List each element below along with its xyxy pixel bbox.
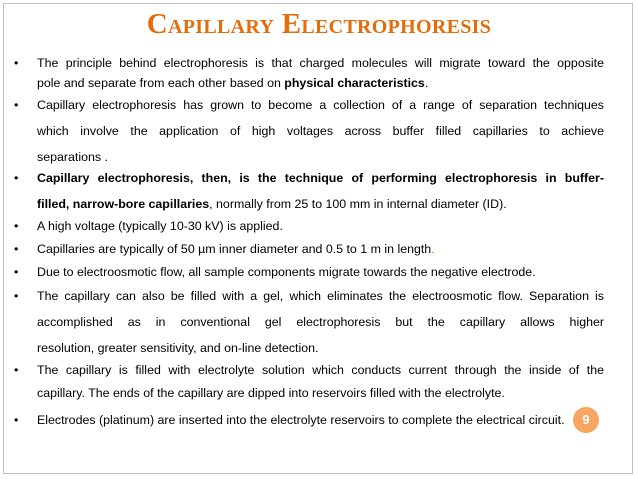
bullet-marker: • xyxy=(14,56,19,70)
bullet-1-line-1: The principle behind electrophoresis is that charged molecules will migrate toward the opposite xyxy=(37,56,604,70)
bold-phrase: filled, narrow-bore capillaries xyxy=(37,197,210,211)
bullet-marker: • xyxy=(14,265,19,279)
bullet-marker: • xyxy=(14,289,19,303)
bullet-3-line-1: Capillary electrophoresis, then, is the technique of performing electrophoresis in buffer- xyxy=(37,171,604,185)
bullet-9-line-1: Electrodes (platinum) are inserted into the electrolyte reservoirs to complete the electrical circuit. xyxy=(37,413,565,427)
bullet-7-line-1: The capillary can also be filled with a gel, which eliminates the electroosmotic flow. Separation is xyxy=(37,289,604,303)
bullet-3-line-2: filled, narrow-bore capillaries, normally from 25 to 100 mm in internal diameter (ID). xyxy=(37,197,507,211)
bullet-marker: • xyxy=(14,242,19,256)
bullet-marker: • xyxy=(14,171,19,185)
bullet-marker: • xyxy=(14,363,19,377)
bullet-2-line-1: Capillary electrophoresis has grown to become a collection of a range of separation techniques xyxy=(37,98,604,112)
bullet-2-line-3: separations . xyxy=(37,150,108,164)
slide-title: Capillary Electrophoresis xyxy=(146,8,492,40)
bullet-2-line-2: which involve the application of high voltages across buffer filled capillaries to achieve xyxy=(37,124,604,138)
bullet-8-line-1: The capillary is filled with electrolyte solution which conducts current through the inside of the xyxy=(37,363,604,377)
bullet-7-line-3: resolution, greater sensitivity, and on-line detection. xyxy=(37,341,319,355)
bullet-8-line-2: capillary. The ends of the capillary are dipped into reservoirs filled with the electrolyte. xyxy=(37,386,505,400)
bullet-marker: • xyxy=(14,98,19,112)
bullet-5-line-1: Capillaries are typically of 50 µm inner diameter and 0.5 to 1 m in length. xyxy=(37,242,435,256)
bullet-marker: • xyxy=(14,219,19,233)
bullet-1-line-2: pole and separate from each other based on physical characteristics. xyxy=(37,76,429,90)
bullet-7-line-2: accomplished as in conventional gel electrophoresis but the capillary allows higher xyxy=(37,315,604,329)
bullet-6-line-1: Due to electroosmotic flow, all sample components migrate towards the negative electrode. xyxy=(37,265,536,279)
slide-number-badge: 9 xyxy=(573,407,599,433)
bullet-4-line-1: A high voltage (typically 10-30 kV) is applied. xyxy=(37,219,283,233)
bold-phrase: physical characteristics xyxy=(284,76,425,90)
bullet-marker: • xyxy=(14,413,19,427)
